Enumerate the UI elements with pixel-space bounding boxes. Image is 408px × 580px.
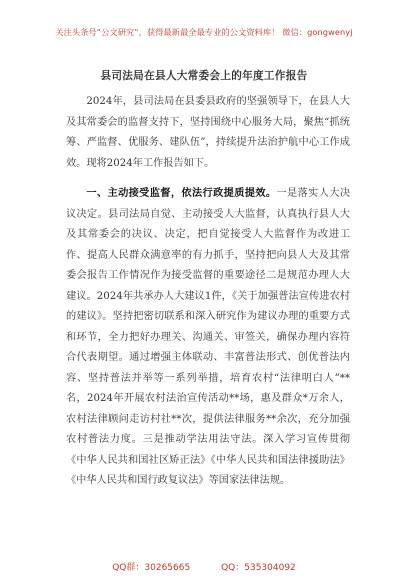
section-1 [66, 183, 350, 492]
promo-banner: 关注头条号“公文研究”，获得最新最全最专业的公文资料库！ 微信：gongwenyj [55, 27, 353, 37]
qq-contact: QQ：535304092 [221, 563, 296, 573]
intro-paragraph [66, 92, 350, 174]
section-1-paragraph [66, 183, 350, 492]
qq-group: QQ群：30265665 [112, 563, 191, 573]
section-1-heading: 一、主动接受监督，依法行政提质提效。 [86, 187, 277, 199]
document-title: 县司法局在县人大常委会上的年度工作报告 [100, 70, 308, 82]
contact-footer [0, 560, 408, 573]
section-1-body: 一是落实人大决议决定。县司法局自觉、主动接受人大监督，认真执行县人大及其常委会的决议、决定，把自觉接受人大监督作为改进工作、提高人民群众满意率的有力抓手，坚持把向县人大及其常委会报告工作情况作为接受监督的重要途径二是规范办理人大建议。2024年共承办人大建议1件，《关于加强普法宣传进农村的建议》。坚持把密切联系和深入研究作为建议办理的重要方式和环节，全力把好办理关、沟通关、审签关，确保办理内容符合代表期望。通过增强主体联动、丰富普法形式、创优普法内容、坚持普法并举等一系列举措，培育农村“法律明白人”**名，2024年开展农村法治宣传活动**场，惠及群众*万余人，农村法律顾问走访村社**次，提供法律服务**余次，充分加强农村普法力度。三是推动学法用法守法。深入学习宣传贯彻《中华人民共和国社区矫正法》《中华人民共和国法律援助法》《中华人民共和国行政复议法》等国家法律法规。 [66, 188, 351, 486]
intro-text: 2024年，县司法局在县委县政府的坚强领导下，在县人大及其常委会的监督支持下，坚持围绕中心服务大局，聚焦“抓统筹、严监督、优服务、建队伍”，持续提升法治护航中心工作成效。现将2024年工作报告如下。 [66, 96, 350, 169]
